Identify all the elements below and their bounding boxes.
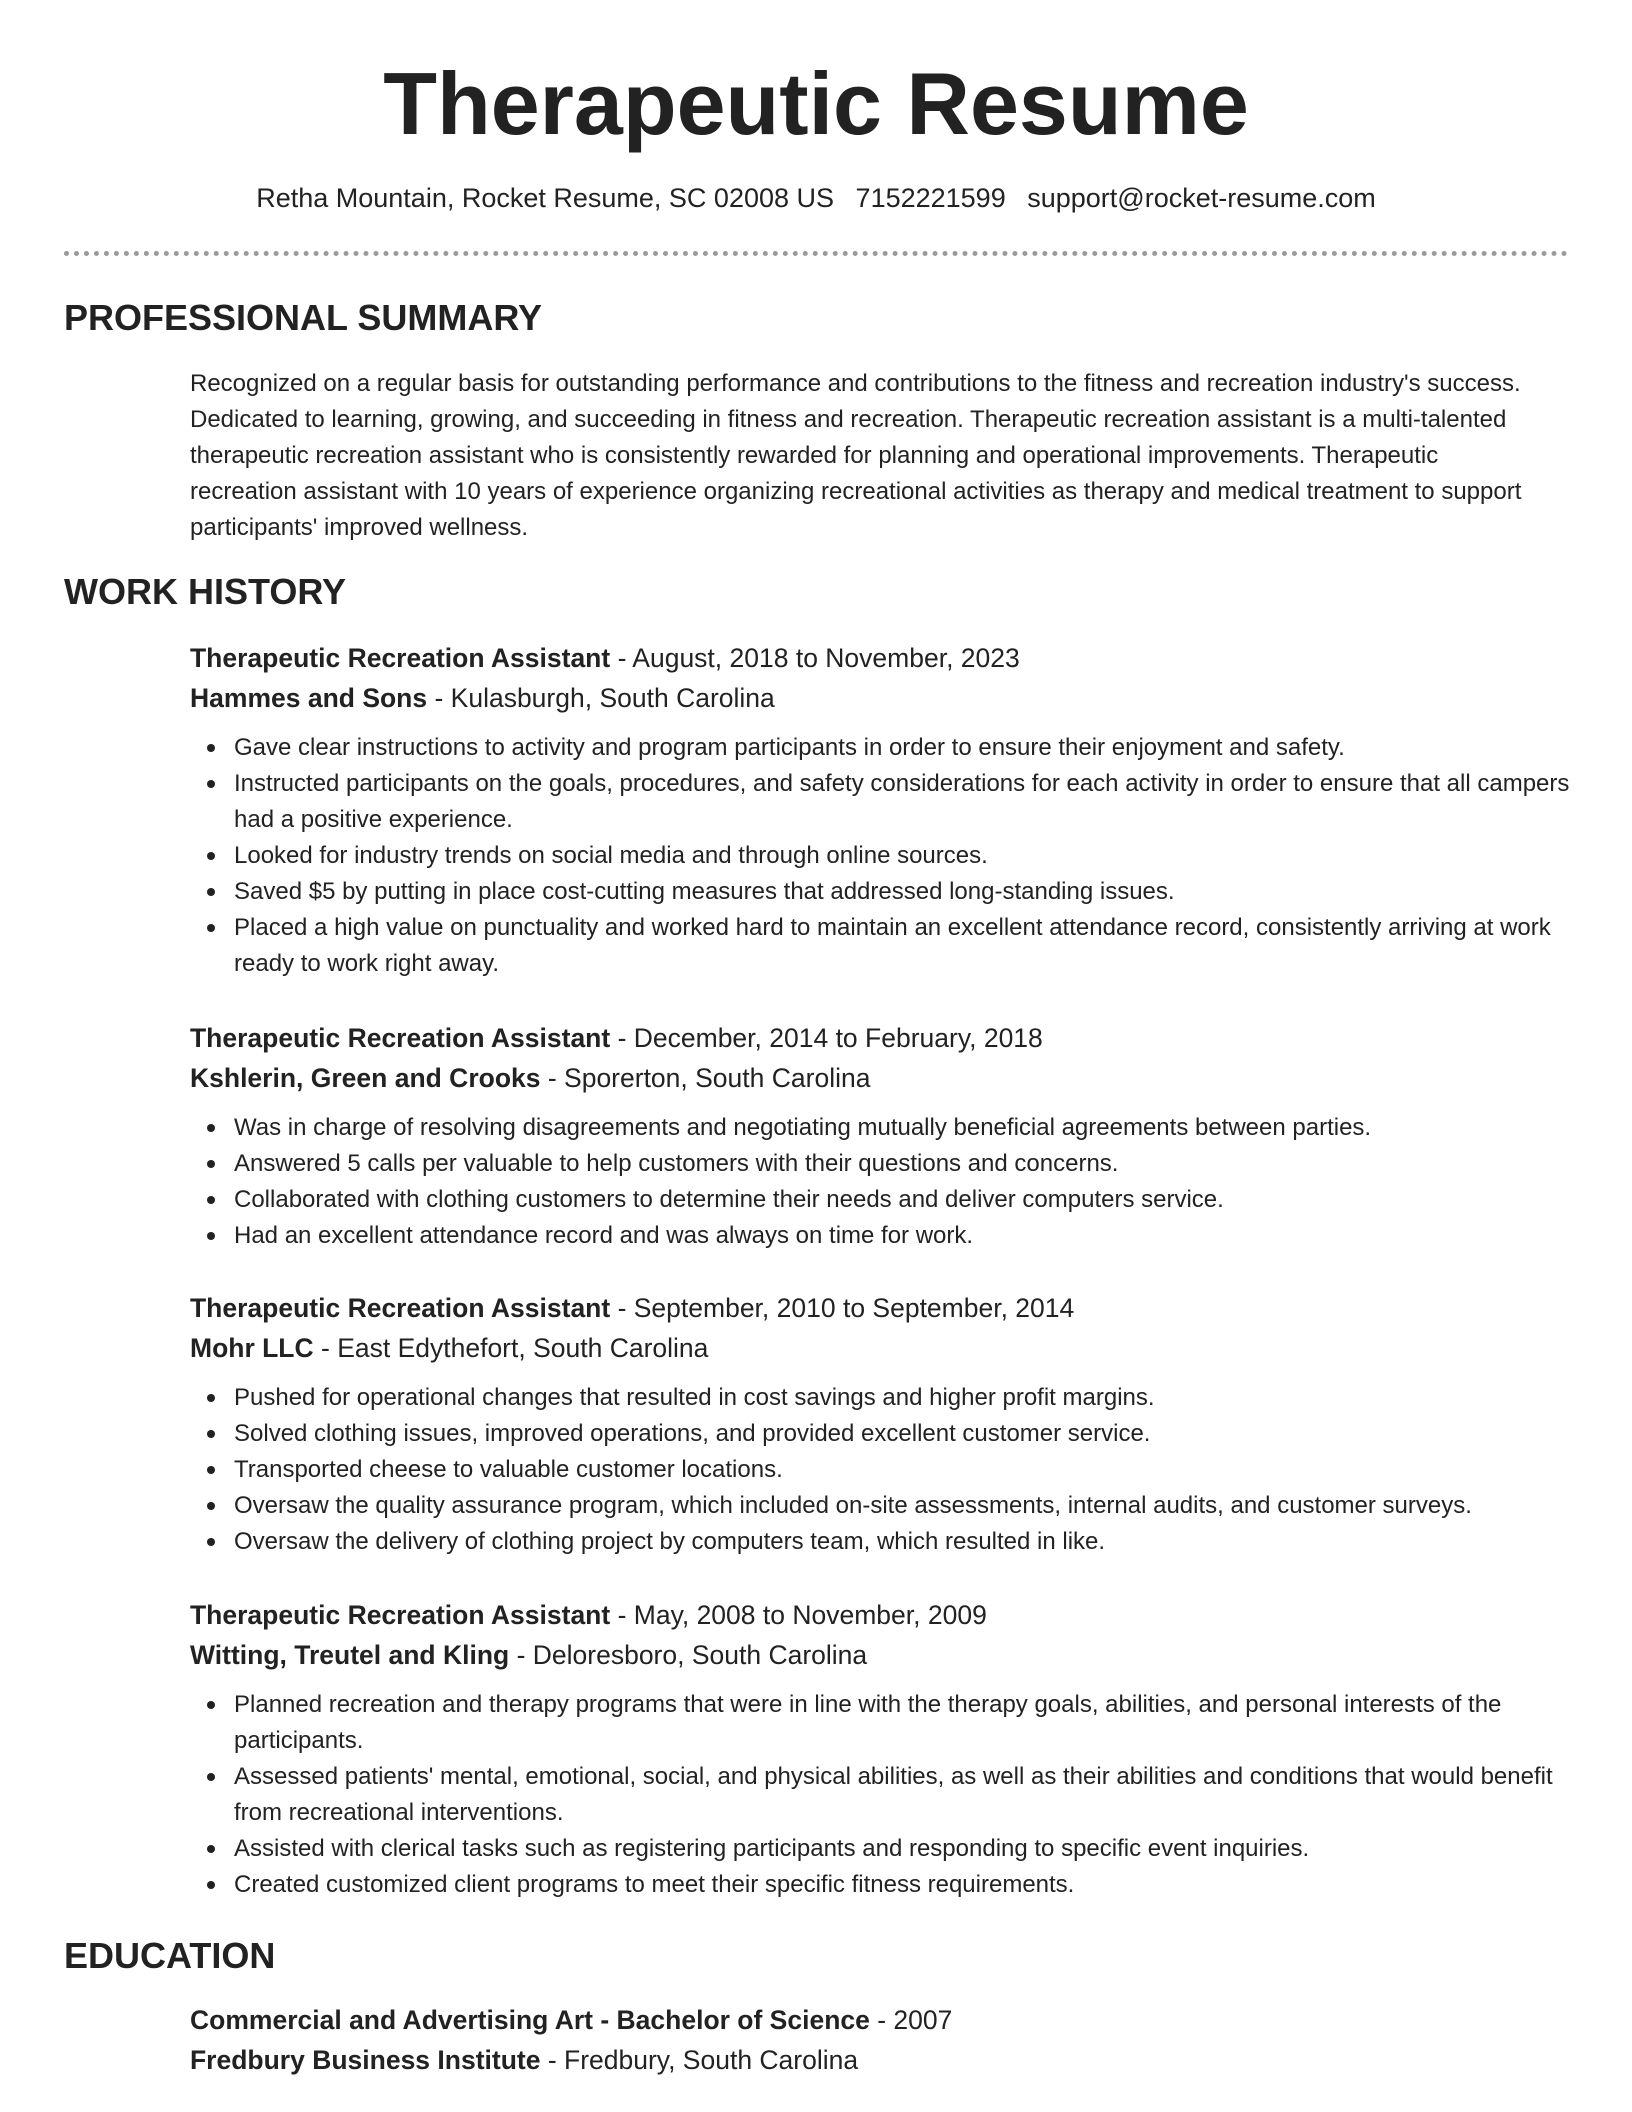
- job-entry: [190, 638, 1570, 982]
- education-location: - Fredbury, South Carolina: [540, 2045, 859, 2075]
- job-bullet: Collaborated with clothing customers to determine their needs and deliver computers service.: [190, 1182, 1570, 1218]
- summary-text: Recognized on a regular basis for outstanding performance and contributions to the fitness and recreation industry's success. Dedicated to learning, growing, and succeeding in fitness and recreation. Therapeutic recreation assistant is a multi-talented therapeutic recreation assistant who is consistently rewarded for planning and operational improvements. Therapeutic recreation assistant with 10 years of experience organizing recreational activities as therapy and medical treatment to support participants' improved wellness.: [190, 370, 1522, 541]
- job-bullet: Pushed for operational changes that resulted in cost savings and higher profit margins.: [190, 1380, 1570, 1416]
- job-title-line: [190, 1288, 1570, 1328]
- summary-heading: PROFESSIONAL SUMMARY: [64, 297, 543, 338]
- job-bullet: Oversaw the quality assurance program, which included on-site assessments, internal audits, and customer surveys.: [190, 1488, 1570, 1524]
- job-location: - Sporerton, South Carolina: [540, 1063, 871, 1093]
- job-title-line: [190, 638, 1570, 678]
- job-title: Therapeutic Recreation Assistant: [190, 1600, 611, 1630]
- job-bullet: Saved $5 by putting in place cost-cutting measures that addressed long-standing issues.: [190, 874, 1570, 910]
- job-bullet: Had an excellent attendance record and was always on time for work.: [190, 1218, 1570, 1254]
- job-title: Therapeutic Recreation Assistant: [190, 643, 611, 673]
- job-dates: - September, 2010 to September, 2014: [610, 1293, 1075, 1323]
- job-dates: - August, 2018 to November, 2023: [610, 643, 1020, 673]
- job-bullet: Transported cheese to valuable customer locations.: [190, 1452, 1570, 1488]
- education-degree: Commercial and Advertising Art - Bachelor of Science: [190, 2005, 870, 2035]
- job-location: - Kulasburgh, South Carolina: [427, 683, 775, 713]
- education-entry: [190, 2000, 1570, 2080]
- job-bullet: Placed a high value on punctuality and worked hard to maintain an excellent attendance record, consistently arriving at work ready to work right away.: [190, 910, 1570, 982]
- job-entry: [190, 1018, 1570, 1254]
- contact-email: support@rocket-resume.com: [1027, 183, 1376, 213]
- contact-address: Retha Mountain, Rocket Resume, SC 02008 US: [256, 183, 835, 213]
- education-heading: EDUCATION: [64, 1935, 276, 1976]
- job-bullet: Looked for industry trends on social media and through online sources.: [190, 838, 1570, 874]
- job-bullet: Oversaw the delivery of clothing project by computers team, which resulted in like.: [190, 1524, 1570, 1560]
- job-bullet: Was in charge of resolving disagreements and negotiating mutually beneficial agreements between parties.: [190, 1110, 1570, 1146]
- job-dates: - December, 2014 to February, 2018: [610, 1023, 1043, 1053]
- education-degree-line: [190, 2000, 1570, 2040]
- contact-line: [0, 180, 1632, 216]
- job-company: Mohr LLC: [190, 1333, 314, 1363]
- job-bullets: [190, 1687, 1570, 1903]
- job-bullets: [190, 730, 1570, 982]
- resume-title: Therapeutic Resume: [383, 54, 1249, 153]
- job-company: Witting, Treutel and Kling: [190, 1640, 510, 1670]
- job-title: Therapeutic Recreation Assistant: [190, 1023, 611, 1053]
- job-bullet: Created customized client programs to meet their specific fitness requirements.: [190, 1867, 1570, 1903]
- job-title-line: [190, 1595, 1570, 1635]
- job-company-line: [190, 1328, 1570, 1368]
- job-bullet: Assessed patients' mental, emotional, social, and physical abilities, as well as their abilities and conditions that would benefit from recreational interventions.: [190, 1759, 1570, 1831]
- job-bullet: Solved clothing issues, improved operations, and provided excellent customer service.: [190, 1416, 1570, 1452]
- header-divider: [64, 251, 1568, 256]
- job-bullets: [190, 1110, 1570, 1254]
- contact-phone: 7152221599: [855, 183, 1006, 213]
- job-bullet: Planned recreation and therapy programs that were in line with the therapy goals, abilities, and personal interests of the participants.: [190, 1687, 1570, 1759]
- job-entry: [190, 1288, 1570, 1560]
- job-location: - East Edythefort, South Carolina: [313, 1333, 709, 1363]
- job-dates: - May, 2008 to November, 2009: [610, 1600, 987, 1630]
- job-company-line: [190, 1058, 1570, 1098]
- job-location: - Deloresboro, South Carolina: [509, 1640, 868, 1670]
- job-bullets: [190, 1380, 1570, 1560]
- education-year: - 2007: [869, 2005, 953, 2035]
- job-bullet: Answered 5 calls per valuable to help customers with their questions and concerns.: [190, 1146, 1570, 1182]
- job-company: Kshlerin, Green and Crooks: [190, 1063, 541, 1093]
- job-entry: [190, 1595, 1570, 1903]
- job-title: Therapeutic Recreation Assistant: [190, 1293, 611, 1323]
- job-company-line: [190, 1635, 1570, 1675]
- job-company-line: [190, 678, 1570, 718]
- work-history-heading: WORK HISTORY: [64, 571, 347, 612]
- education-school-line: [190, 2040, 1570, 2080]
- job-bullet: Gave clear instructions to activity and program participants in order to ensure their enjoyment and safety.: [190, 730, 1570, 766]
- education-school: Fredbury Business Institute: [190, 2045, 541, 2075]
- job-bullet: Assisted with clerical tasks such as registering participants and responding to specific event inquiries.: [190, 1831, 1570, 1867]
- job-bullet: Instructed participants on the goals, procedures, and safety considerations for each activity in order to ensure that all campers had a positive experience.: [190, 766, 1570, 838]
- job-company: Hammes and Sons: [190, 683, 428, 713]
- job-title-line: [190, 1018, 1570, 1058]
